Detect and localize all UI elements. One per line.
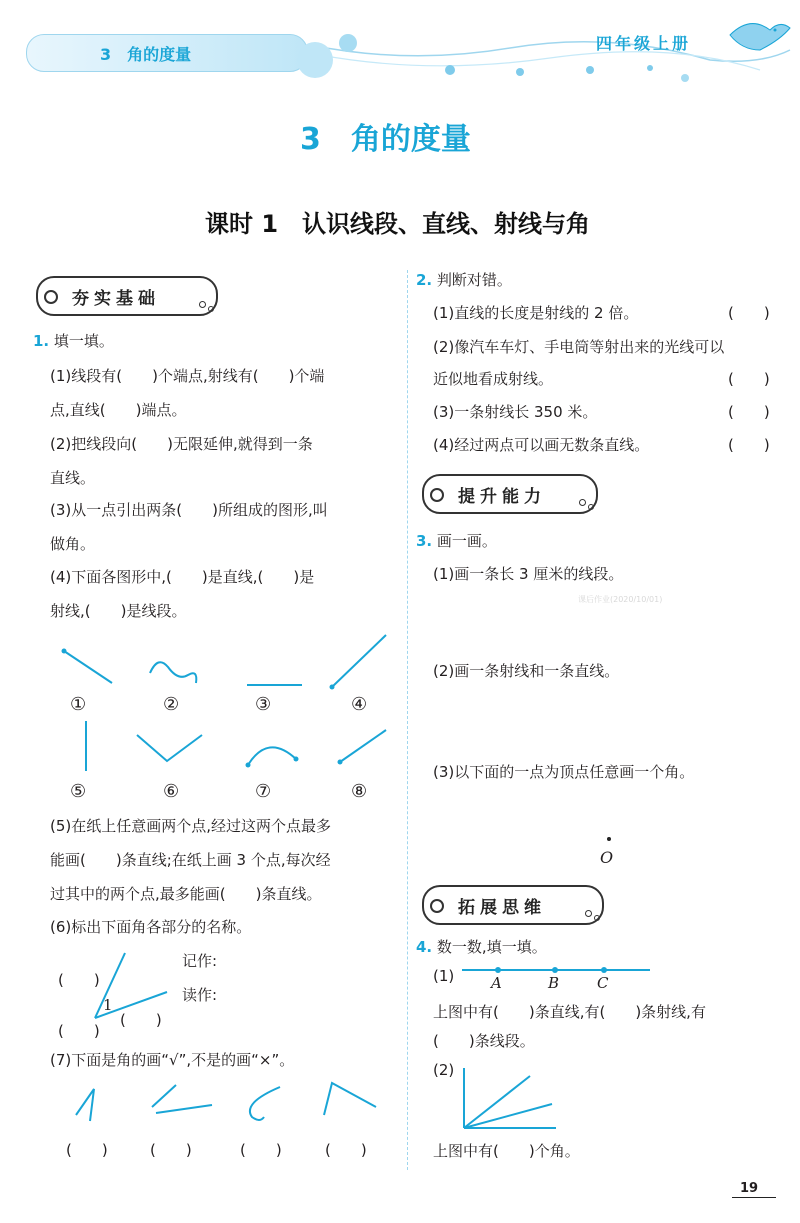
section-badge-extend [422,885,604,925]
point-o-label: O [600,848,614,867]
draw-item: (2)画一条射线和一条直线。 [433,662,620,680]
figure-label: ④ [351,694,368,715]
point-label: C [597,974,609,992]
tf-item: (4)经过两点可以画无数条直线。 [433,436,650,454]
bubble-icon [516,68,524,76]
draw-item: (3)以下面的一点为顶点任意画一个角。 [433,763,695,781]
q1-heading [33,331,114,351]
tf-blank: ( ) [728,370,770,388]
tf-blank: ( ) [728,304,770,322]
section-badge-improve [422,474,598,514]
q1-line: (7)下面是角的画“√”,不是的画“×”。 [50,1051,295,1069]
q1-line: (1)线段有( )个端点,射线有( )个端 [50,367,325,385]
answer-blank: ( ) [325,1141,367,1159]
q1-line: (5)在纸上任意画两个点,经过这两个点最多 [50,817,332,835]
q4-sub: (1) [433,967,455,985]
question-title: 判断对错。 [436,271,512,289]
question-number: 3. [416,532,433,550]
section-label: 提升能力 [458,487,546,507]
tf-item: 近似地看成射线。 [433,370,554,388]
figure-label: ⑧ [351,781,368,802]
bubble-icon [647,65,653,71]
answer-blank: ( ) [66,1141,108,1159]
chapter-title: 3 角的度量 [300,122,471,157]
watermark-text: 课后作业(2020/10/01) [578,595,663,604]
q1-line: 做角。 [50,535,96,553]
q4-answer-line: 上图中有( )条直线,有( )条射线,有 [433,1003,706,1021]
q1-line: 过其中的两个点,最多能画( )条直线。 [50,885,322,903]
question-number: 4. [416,938,433,956]
figure-6-angle [137,735,202,761]
tf-blank: ( ) [728,436,770,454]
bird-icon [730,24,790,50]
figure-2-curve [150,662,196,683]
answer-blank: ( ) [150,1141,192,1159]
point-label: A [491,974,502,992]
bubble-icon [297,42,333,78]
q4-sub: (2) [433,1061,455,1079]
figure-1-ray [64,651,112,683]
note-label: 记作: [182,952,218,970]
q1-line: (4)下面各图形中,( )是直线,( )是 [50,568,315,586]
figure-4-ray [332,635,386,687]
angle-side2-blank: ( ) [120,1011,162,1029]
q4-answer-line: ( )条线段。 [433,1032,535,1050]
answer-blank: ( ) [240,1141,282,1159]
bubble-icon [681,74,689,82]
angle-vertex-blank: ( ) [58,1022,100,1040]
bubble-icon [586,66,594,74]
section-badge-basics [36,276,218,316]
question-title: 数一数,填一填。 [436,938,547,956]
figure-label: ① [70,694,87,715]
q1-line: (3)从一点引出两条( )所组成的图形,叫 [50,501,328,519]
point-label: B [548,974,560,992]
figure-label: ③ [255,694,272,715]
read-label: 读作: [182,986,218,1004]
q1-line: (2)把线段向( )无限延伸,就得到一条 [50,435,313,453]
bubble-icon [445,65,455,75]
angle-side-blank: ( ) [58,971,100,989]
question-number: 2. [416,271,433,289]
chapter-tab-label: 3 角的度量 [100,45,192,64]
section-label: 夯实基础 [72,289,160,309]
tf-blank: ( ) [728,403,770,421]
tf-item: (3)一条射线长 350 米。 [433,403,598,421]
grade-label: 四年级上册 [596,34,692,53]
q2-heading [416,270,512,290]
question-number: 1. [33,332,50,350]
header-decoration [290,10,800,90]
section-label: 拓展思维 [458,898,546,918]
q1-line: 点,直线( )端点。 [50,401,187,419]
question-title: 填一填。 [53,332,114,350]
figure-label: ⑦ [255,781,272,802]
page-number: 19 [740,1181,759,1196]
page-number-rule [732,1197,776,1198]
q1-line: 直线。 [50,469,96,487]
angle-judge-figures [60,1075,390,1135]
question-title: 画一画。 [436,532,497,550]
tf-item: (1)直线的长度是射线的 2 倍。 [433,304,639,322]
q1-line: (6)标出下面角各部分的名称。 [50,918,252,936]
lesson-title: 课时 1 认识线段、直线、射线与角 [205,210,591,238]
tf-item: (2)像汽车车灯、手电筒等射出来的光线可以 [433,338,725,356]
q1-line: 射线,( )是线段。 [50,602,187,620]
header-bar [0,0,800,95]
point-o-dot [607,837,611,841]
draw-item: (1)画一条长 3 厘米的线段。 [433,565,624,583]
figure-label: ⑥ [163,781,180,802]
q4-heading [416,937,547,957]
q3-heading [416,531,497,551]
bubble-icon [339,34,357,52]
figure-label: ② [163,694,180,715]
angle-number: 1 [103,996,113,1014]
figure-7-arc [248,747,296,765]
q1-line: 能画( )条直线;在纸上画 3 个点,每次经 [50,851,331,869]
figure-label: ⑤ [70,781,87,802]
q4-answer-line: 上图中有( )个角。 [433,1142,580,1160]
figure-8-ray [340,730,386,762]
angles-figure [458,1066,568,1136]
